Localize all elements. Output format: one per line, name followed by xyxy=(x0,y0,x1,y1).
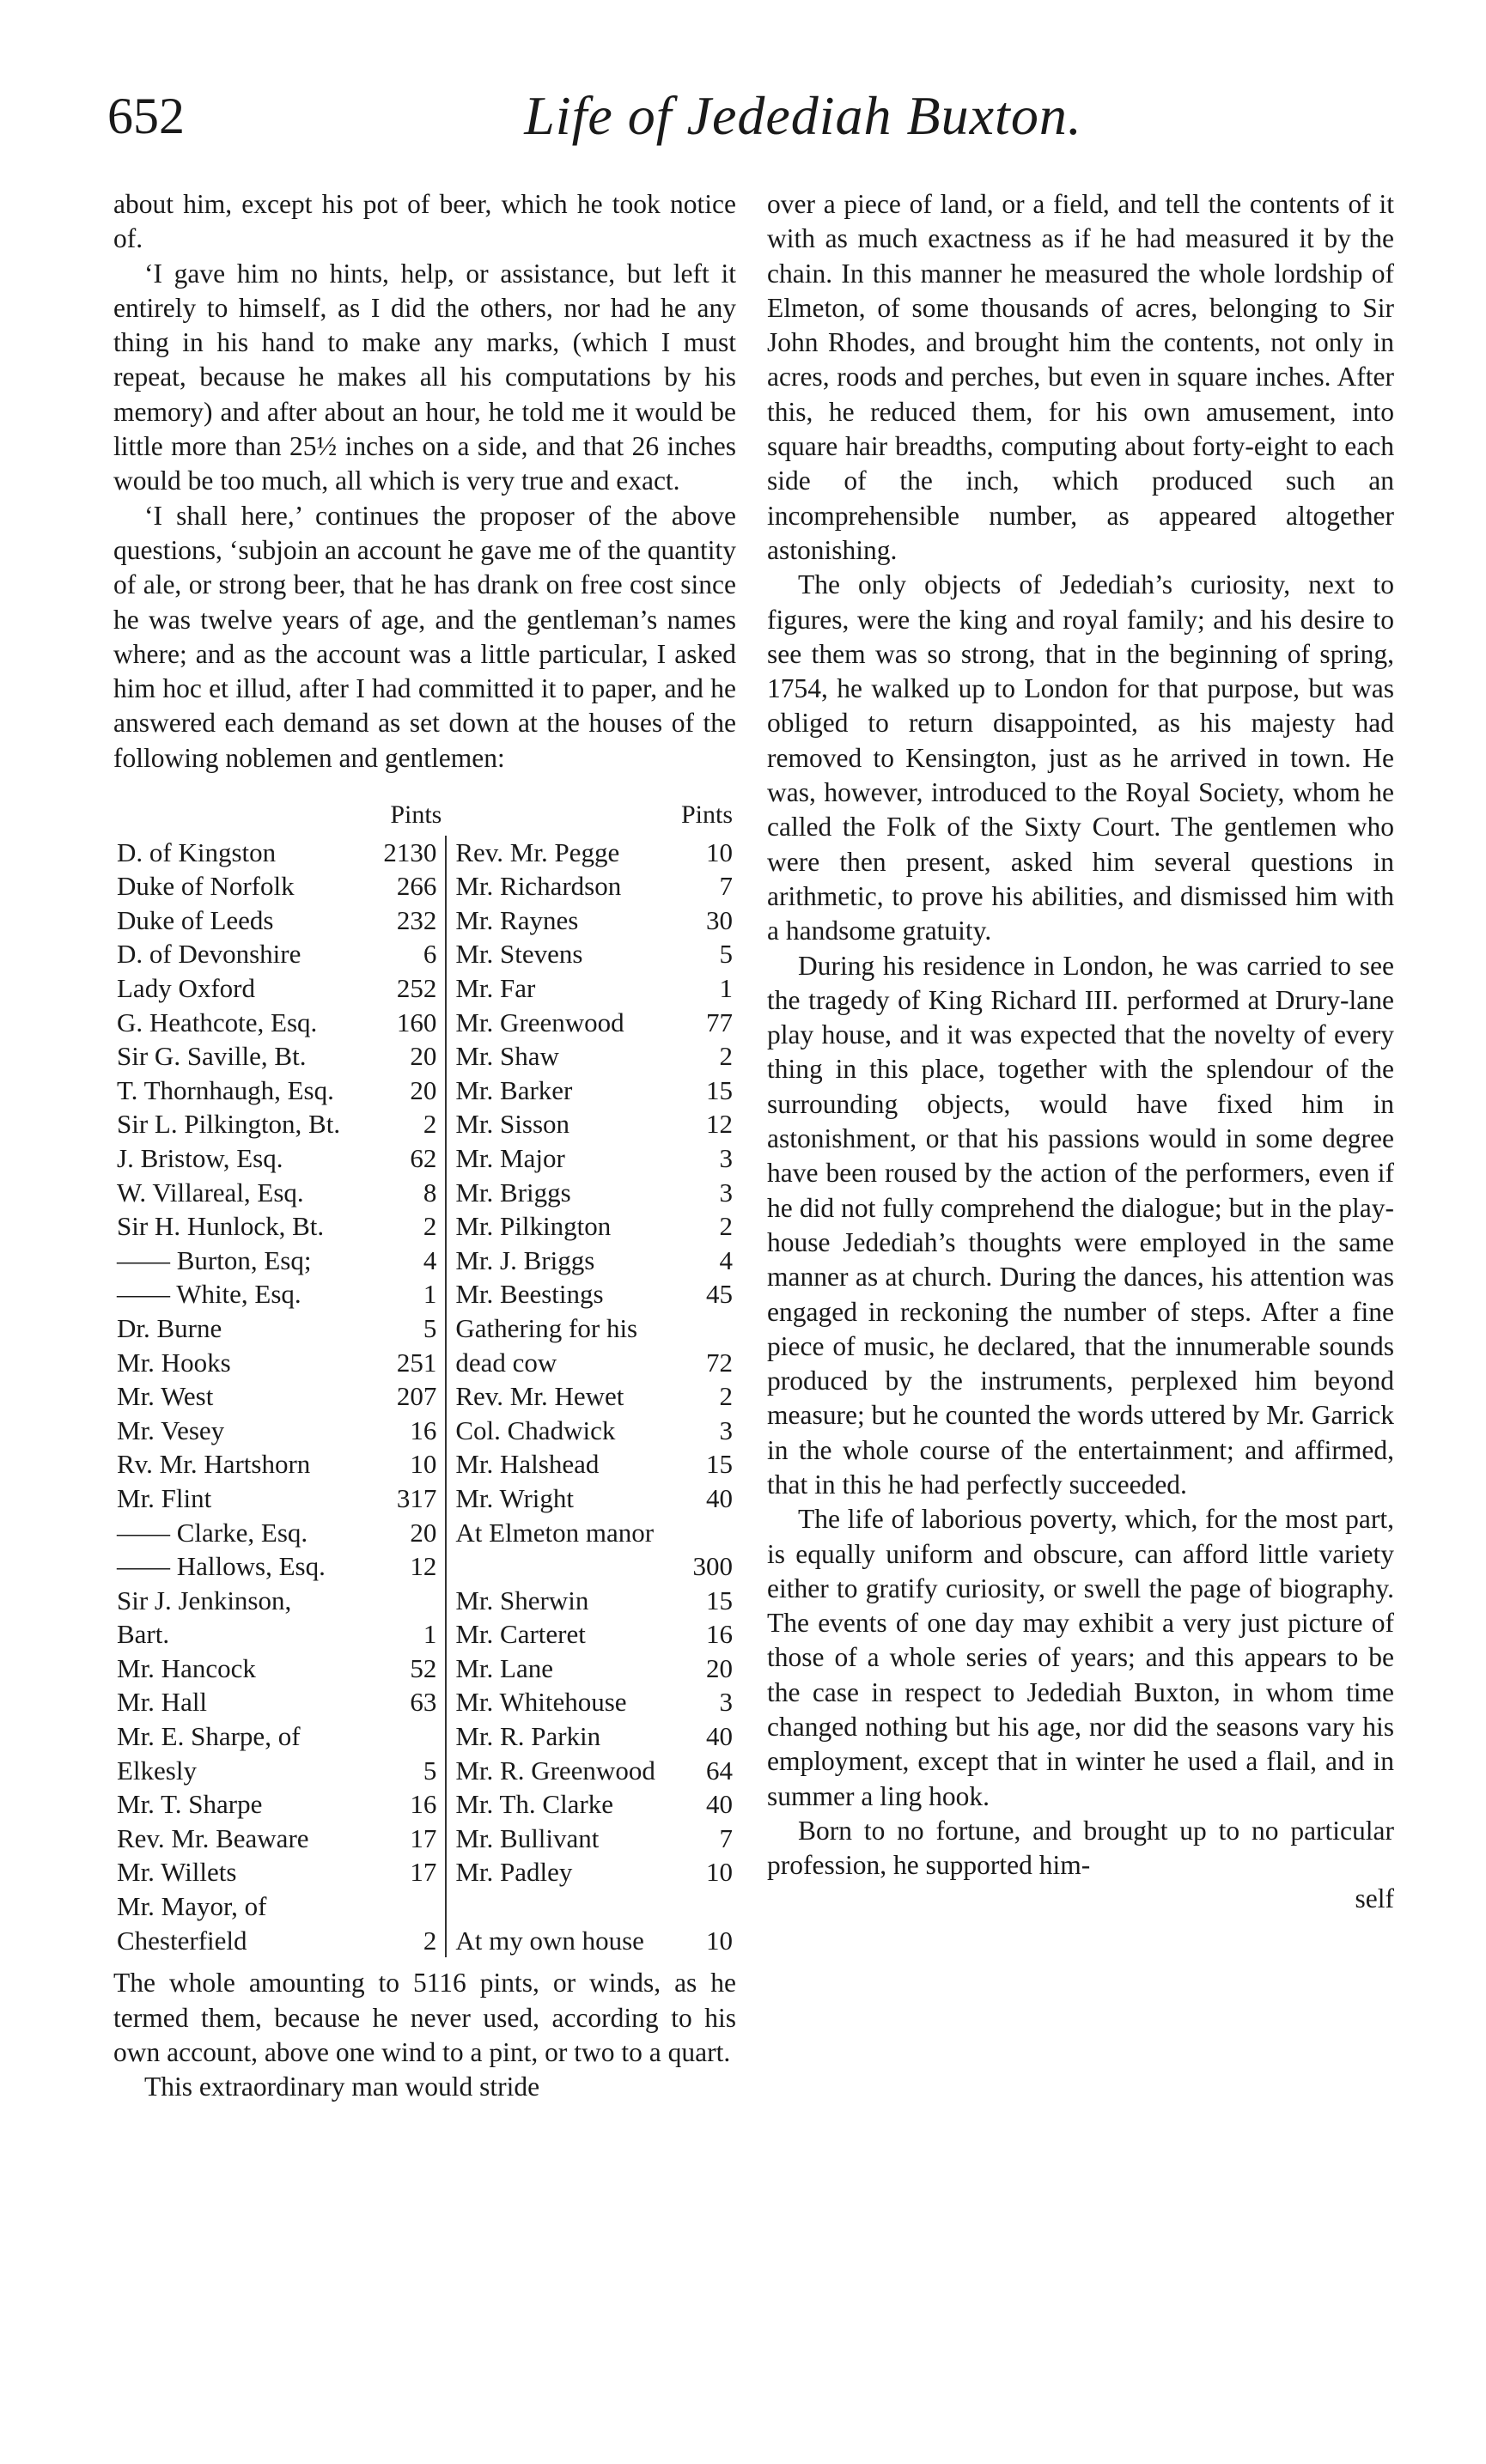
pints-value-left: 8 xyxy=(423,1177,437,1208)
drinker-name-left: Sir L. Pilkington, Bt. xyxy=(117,1109,341,1140)
drinker-name-left: Mr. E. Sharpe, of xyxy=(117,1721,301,1752)
table-row xyxy=(113,1889,736,1924)
pints-value-left: 16 xyxy=(410,1789,437,1820)
drinker-name-left: Rev. Mr. Beaware xyxy=(117,1822,309,1853)
drinker-name-right: Mr. Halshead xyxy=(455,1449,600,1480)
drinker-name-right: Rev. Mr. Hewet xyxy=(455,1381,624,1412)
table-row xyxy=(113,1176,736,1210)
drinker-name-right: Mr. R. Greenwood xyxy=(455,1755,655,1786)
paragraph: about him, except his pot of beer, which he took notice of. xyxy=(113,189,736,254)
drinker-name-right: Mr. Padley xyxy=(455,1857,573,1888)
pints-value-right: 4 xyxy=(719,1244,733,1275)
left-column xyxy=(113,187,736,2104)
table-row xyxy=(113,937,736,971)
table-row xyxy=(113,1754,736,1788)
drinker-name-left: —— White, Esq. xyxy=(117,1279,301,1310)
table-row xyxy=(113,1209,736,1244)
pints-value-right: 10 xyxy=(706,1857,733,1888)
drinker-name-right: Mr. Pilkington xyxy=(455,1211,612,1242)
drinker-name-left: Mr. West xyxy=(117,1381,214,1412)
pints-value-right: 7 xyxy=(719,1822,733,1853)
drinker-name-right: Mr. Sisson xyxy=(455,1109,570,1140)
drinker-name-left: Mr. Flint xyxy=(117,1482,212,1513)
drinker-name-left: Elkesly xyxy=(117,1755,197,1786)
pints-value-left: 17 xyxy=(410,1857,437,1888)
pints-value-left: 52 xyxy=(410,1652,437,1683)
table-header-row xyxy=(113,798,736,836)
drinker-name-right: Mr. Far xyxy=(455,973,536,1004)
table-row xyxy=(113,1346,736,1380)
pints-value-right: 7 xyxy=(719,871,733,902)
pints-value-left: 10 xyxy=(410,1449,437,1480)
table-row xyxy=(113,1107,736,1141)
pints-value-right: 40 xyxy=(706,1789,733,1820)
drinker-name-right: Col. Chadwick xyxy=(455,1415,616,1445)
pints-value-right: 3 xyxy=(719,1177,733,1208)
table-row xyxy=(113,1924,736,1958)
pints-value-left: 207 xyxy=(396,1381,437,1412)
page-number: 652 xyxy=(107,88,185,144)
paragraph: This extraordinary man would stride xyxy=(144,2072,540,2102)
pints-value-right: 10 xyxy=(706,837,733,867)
drinker-name-left: Mr. Hall xyxy=(117,1687,208,1718)
drinker-name-left: J. Bristow, Esq. xyxy=(117,1142,283,1173)
pints-value-right: 5 xyxy=(719,939,733,970)
pints-value-left: 5 xyxy=(423,1755,437,1786)
paragraph: ‘I gave him no hints, help, or assistance, but left it entirely to himself, as I did the others, nor had he any thing in his hand to make any marks, (which I must repeat, because he makes all his computations by his memory) and after about an hour, he told me it would be little more than 25½ inches on a side, and that 26 inches would be too much, all which is very true and exact. xyxy=(113,258,736,496)
pints-value-left: 62 xyxy=(410,1142,437,1173)
pints-value-left xyxy=(374,1889,446,1924)
pints-table xyxy=(113,798,736,1957)
table-row xyxy=(113,1685,736,1719)
drinker-name-right xyxy=(447,1549,686,1584)
drinker-name-left: D. of Devonshire xyxy=(117,939,301,970)
table-row xyxy=(113,1244,736,1278)
drinker-name-right: Mr. Briggs xyxy=(455,1177,571,1208)
catchword: self xyxy=(1355,1883,1394,1913)
drinker-name-right: Rev. Mr. Pegge xyxy=(455,837,620,867)
paragraph: over a piece of land, or a field, and tell the contents of it with as much exactness as if he had measured it by the chain. In this manner he measured the whole lordship of Elmeton, of some thousands of acres, belonging to Sir John Rhodes, and brought him the contents, not only in acres, roods and perches, but even in square inches. After this, he reduced them, for his own amusement, into square hair breadths, computing about forty-eight to each side of the inch, which produced such an incomprehensible number, as appeared altogether astonishing. xyxy=(767,189,1394,565)
pints-value-left: 251 xyxy=(396,1347,437,1378)
running-title: Life of Jedediah Buxton. xyxy=(524,85,1082,146)
drinker-name-right: Mr. Bullivant xyxy=(455,1822,600,1853)
drinker-name-right: At my own house xyxy=(455,1925,644,1956)
drinker-name-right xyxy=(447,1889,686,1924)
pints-value-left: 160 xyxy=(396,1007,437,1037)
pints-header-right: Pints xyxy=(680,800,733,830)
drinker-name-left: Sir H. Hunlock, Bt. xyxy=(117,1211,325,1242)
pints-value-right xyxy=(686,1889,736,1924)
pints-value-left: 17 xyxy=(410,1822,437,1853)
drinker-name-left: Mr. Willets xyxy=(117,1857,237,1888)
pints-value-right xyxy=(686,1311,736,1346)
pints-value-left: 4 xyxy=(423,1244,437,1275)
table-row xyxy=(113,1516,736,1550)
table-row xyxy=(113,971,736,1006)
drinker-name-left: —— Clarke, Esq. xyxy=(117,1517,308,1548)
table-row xyxy=(113,1074,736,1108)
drinker-name-left: Mr. T. Sharpe xyxy=(117,1789,263,1820)
pints-value-left: 232 xyxy=(396,904,437,935)
table-row xyxy=(113,1719,736,1754)
pints-value-left: 1 xyxy=(423,1619,437,1650)
drinker-name-left: Mr. Vesey xyxy=(117,1415,225,1445)
pints-value-left: 12 xyxy=(410,1551,437,1582)
pints-value-left: 2 xyxy=(423,1925,437,1956)
pints-value-left: 2130 xyxy=(383,837,437,867)
table-row xyxy=(113,1787,736,1822)
pints-value-right: 300 xyxy=(692,1551,733,1582)
table-row xyxy=(113,869,736,903)
drinker-name-left: Mr. Hooks xyxy=(117,1347,231,1378)
pints-value-right: 2 xyxy=(719,1211,733,1242)
drinker-name-left: Bart. xyxy=(117,1619,170,1650)
pints-value-right: 12 xyxy=(706,1109,733,1140)
table-row xyxy=(113,1311,736,1346)
pints-value-left xyxy=(374,1584,446,1618)
pints-value-left: 16 xyxy=(410,1415,437,1445)
drinker-name-left: Duke of Leeds xyxy=(117,904,274,935)
pints-value-right: 64 xyxy=(706,1755,733,1786)
drinker-name-left: T. Thornhaugh, Esq. xyxy=(117,1074,334,1105)
table-row xyxy=(113,1141,736,1176)
drinker-name-right: Mr. Th. Clarke xyxy=(455,1789,614,1820)
pints-value-left: 20 xyxy=(410,1074,437,1105)
paragraph: Born to no fortune, and brought up to no particular profession, he supported him- xyxy=(767,1815,1394,1881)
drinker-name-right: dead cow xyxy=(455,1347,557,1378)
drinker-name-left: Dr. Burne xyxy=(117,1312,222,1343)
pints-value-right: 16 xyxy=(706,1619,733,1650)
pints-value-right: 15 xyxy=(706,1449,733,1480)
table-row xyxy=(113,1652,736,1686)
pints-value-right: 15 xyxy=(706,1585,733,1615)
table-row xyxy=(113,903,736,938)
pints-value-left: 252 xyxy=(396,973,437,1004)
table-row xyxy=(113,1379,736,1414)
drinker-name-right: Mr. Sherwin xyxy=(455,1585,589,1615)
pints-value-right: 2 xyxy=(719,1041,733,1072)
drinker-name-left: Duke of Norfolk xyxy=(117,871,295,902)
drinker-name-right: Mr. Stevens xyxy=(455,939,583,970)
drinker-name-right: Mr. R. Parkin xyxy=(455,1721,601,1752)
drinker-name-right: Mr. J. Briggs xyxy=(455,1244,595,1275)
pints-value-right: 1 xyxy=(719,973,733,1004)
drinker-name-left: G. Heathcote, Esq. xyxy=(117,1007,318,1037)
drinker-name-left: Sir J. Jenkinson, xyxy=(117,1585,292,1615)
pints-value-left: 5 xyxy=(423,1312,437,1343)
pints-value-right: 10 xyxy=(706,1925,733,1956)
drinker-name-left: Chesterfield xyxy=(117,1925,247,1956)
paragraph: The only objects of Jedediah’s curiosity, next to figures, were the king and royal family; and his desire to see them was so strong, that in the beginning of spring, 1754, he walked up to London for that purpose, but was obliged to return disappointed, as his majesty had removed to Kensington, just as he arrived in town. He was, however, introduced to the Royal Society, whom he called the Folk of the Sixty Court. The gentlemen who were then present, asked him several questions in arithmetic, to prove his abilities, and dismissed him with a handsome gratuity. xyxy=(767,569,1394,946)
pints-value-left: 63 xyxy=(410,1687,437,1718)
drinker-name-left: Mr. Hancock xyxy=(117,1652,256,1683)
paragraph: The life of laborious poverty, which, for the most part, is equally uniform and obscure, can afford little variety either to gratify curiosity, or swell the page of biography. The events of one day may exhibit a very just picture of those of a whole series of years; and this appears to be the case in respect to Jedediah Buxton, in whom time changed nothing but his age, nor did the seasons vary his employment, except that in winter he used a flail, and in summer a ling hook. xyxy=(767,1504,1394,1811)
paragraph: During his residence in London, he was carried to see the tragedy of King Richard III. performed at Drury-lane play house, and it was expected that the novelty of every thing in this place, together with the splendour of the surrounding objects, would have fixed him in astonishment, or that his passions would in some degree have been roused by the action of the performers, even if he did not fully comprehend the dialogue; but in the play-house Jedediah’s thoughts were employed in the same manner as at church. During the dances, his attention was engaged in reckoning the number of steps. After a fine piece of music, he declared, that the innumerable sounds produced by the instruments, perplexed him beyond measure; but he counted the words uttered by Mr. Garrick in the whole course of the entertainment; and affirmed, that in this he had perfectly succeeded. xyxy=(767,950,1394,1500)
pints-value-right: 45 xyxy=(706,1279,733,1310)
drinker-name-right: Mr. Raynes xyxy=(455,904,579,935)
drinker-name-left: Lady Oxford xyxy=(117,973,255,1004)
paragraph: The whole amounting to 5116 pints, or winds, as he termed them, because he never used, according to his own account, above one wind to a pint, or two to a quart. xyxy=(113,1968,736,2067)
drinker-name-right: Mr. Lane xyxy=(455,1652,553,1683)
paragraph: ‘I shall here,’ continues the proposer of the above questions, ‘subjoin an account he gave me of the quantity of ale, or strong beer, that he has drank on free cost since he was twelve years of age, and the gentleman’s names where; and as the account was a little particular, I asked him hoc et illud, after I had committed it to paper, and he answered each demand as set down at the houses of the following noblemen and gentlemen: xyxy=(113,500,736,773)
pints-value-left: 317 xyxy=(396,1482,437,1513)
pints-value-left: 6 xyxy=(423,939,437,970)
table-row xyxy=(113,836,736,870)
pints-value-left xyxy=(374,1719,446,1754)
pints-value-right: 15 xyxy=(706,1074,733,1105)
drinker-name-left: D. of Kingston xyxy=(117,837,277,867)
pints-value-right: 3 xyxy=(719,1415,733,1445)
pints-value-right: 72 xyxy=(706,1347,733,1378)
pints-value-right: 2 xyxy=(719,1381,733,1412)
drinker-name-right: Mr. Richardson xyxy=(455,871,622,902)
pints-value-right: 30 xyxy=(706,904,733,935)
pints-value-left: 20 xyxy=(410,1041,437,1072)
pints-value-left: 2 xyxy=(423,1211,437,1242)
table-row xyxy=(113,1447,736,1481)
right-column xyxy=(767,187,1394,1916)
pints-value-right xyxy=(686,1516,736,1550)
pints-value-left: 2 xyxy=(423,1109,437,1140)
drinker-name-left: —— Burton, Esq; xyxy=(117,1244,312,1275)
pints-value-right: 77 xyxy=(706,1007,733,1037)
pints-table-body xyxy=(113,836,736,1958)
table-row xyxy=(113,1039,736,1074)
drinker-name-right: Mr. Barker xyxy=(455,1074,573,1105)
table-row xyxy=(113,1481,736,1516)
drinker-name-right: Gathering for his xyxy=(455,1312,638,1343)
table-row xyxy=(113,1549,736,1584)
drinker-name-right: Mr. Wright xyxy=(455,1482,575,1513)
pints-value-right: 20 xyxy=(706,1652,733,1683)
drinker-name-left: Sir G. Saville, Bt. xyxy=(117,1041,307,1072)
drinker-name-left: —— Hallows, Esq. xyxy=(117,1551,326,1582)
pints-value-left: 1 xyxy=(423,1279,437,1310)
drinker-name-left: W. Villareal, Esq. xyxy=(117,1177,304,1208)
drinker-name-left: Mr. Mayor, of xyxy=(117,1891,267,1922)
drinker-name-right: Mr. Major xyxy=(455,1142,565,1173)
table-row xyxy=(113,1822,736,1856)
table-row xyxy=(113,1277,736,1311)
page-header xyxy=(107,82,1387,163)
pints-value-right: 3 xyxy=(719,1142,733,1173)
table-row xyxy=(113,1617,736,1652)
table-row xyxy=(113,1414,736,1448)
table-row xyxy=(113,1006,736,1040)
drinker-name-right: Mr. Beestings xyxy=(455,1279,604,1310)
drinker-name-left: Rv. Mr. Hartshorn xyxy=(117,1449,311,1480)
table-row xyxy=(113,1855,736,1889)
pints-value-right: 3 xyxy=(719,1687,733,1718)
pints-value-left: 266 xyxy=(396,871,437,902)
pints-header-left: Pints xyxy=(390,800,442,830)
pints-value-right: 40 xyxy=(706,1721,733,1752)
table-row xyxy=(113,1584,736,1618)
pints-value-right: 40 xyxy=(706,1482,733,1513)
drinker-name-right: At Elmeton manor xyxy=(455,1517,655,1548)
drinker-name-right: Mr. Greenwood xyxy=(455,1007,624,1037)
pints-value-left: 20 xyxy=(410,1517,437,1548)
drinker-name-right: Mr. Whitehouse xyxy=(455,1687,627,1718)
drinker-name-right: Mr. Carteret xyxy=(455,1619,586,1650)
drinker-name-right: Mr. Shaw xyxy=(455,1041,559,1072)
